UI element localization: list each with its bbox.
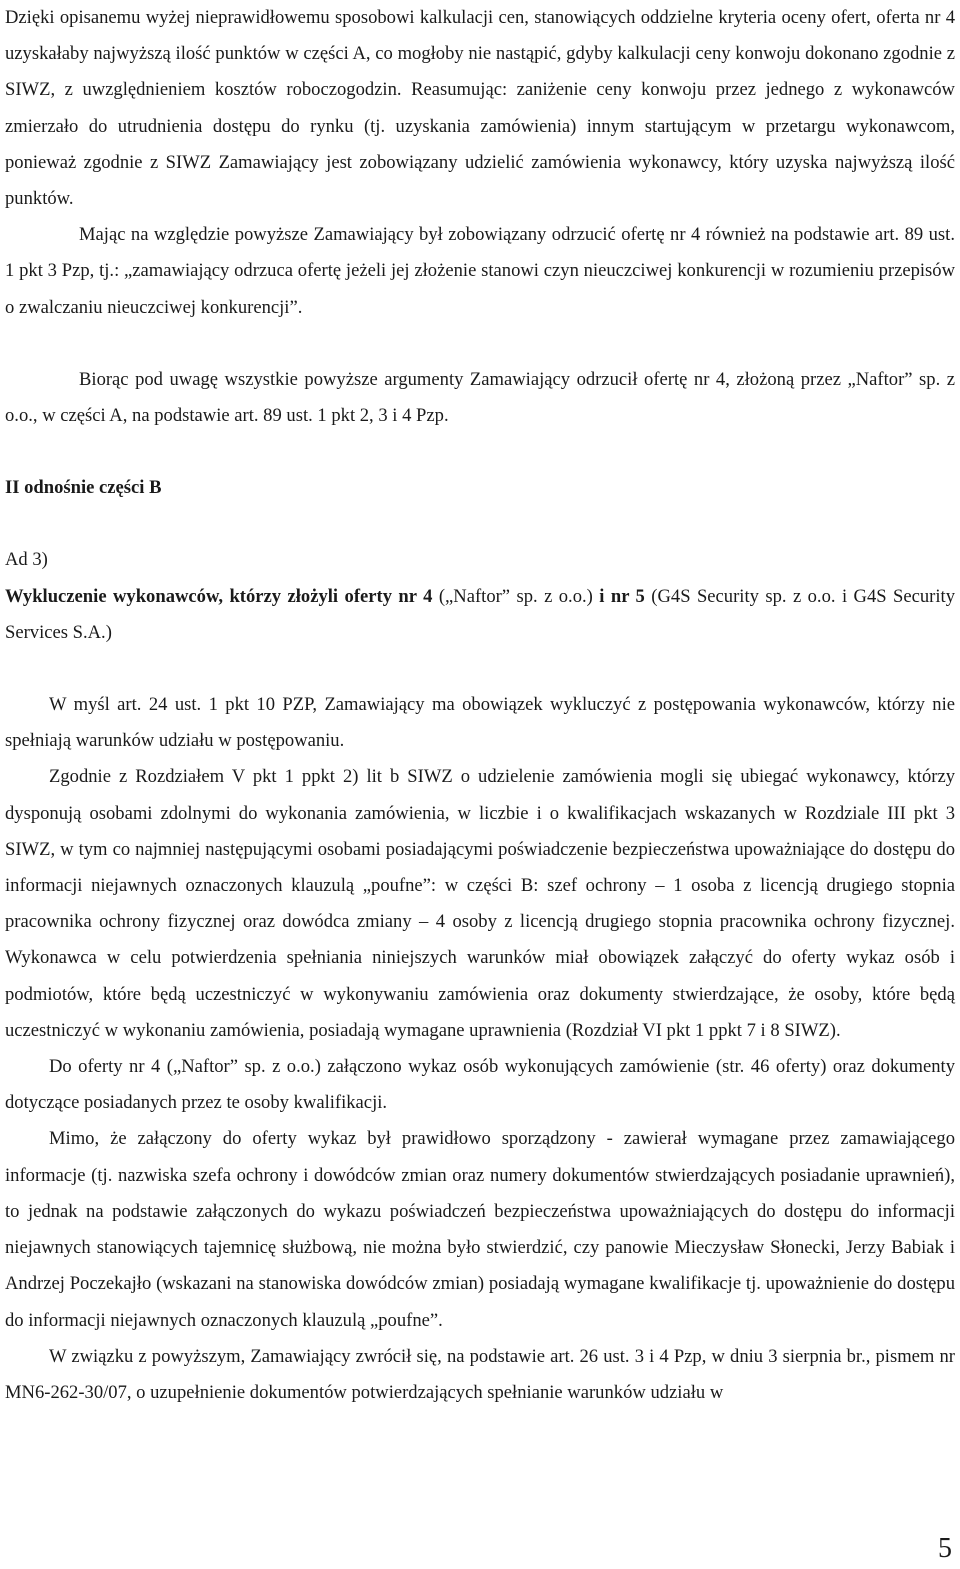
paragraph-3: Biorąc pod uwagę wszystkie powyższe argumenty Zamawiający odrzucił ofertę nr 4, złożoną przez „Naftor” sp. z o.o., w części A, na podstawie art. 89 ust. 1 pkt 2, 3 i 4 Pzp. <box>5 368 955 427</box>
ad-label: Ad 3) <box>5 549 48 571</box>
paragraph-6: Do oferty nr 4 („Naftor” sp. z o.o.) załączono wykaz osób wykonujących zamówienie (str. 46 oferty) oraz dokumenty dotyczące posiadanych przez te osoby kwalifikacji. <box>5 1056 955 1114</box>
exclusion-bold-a: Wykluczenie wykonawców, którzy złożyli oferty nr 4 <box>5 585 433 607</box>
paragraph-7: Mimo, że załączony do oferty wykaz był prawidłowo sporządzony - zawierał wymagane przez zamawiającego informacje (tj. nazwiska szefa ochrony i dowódców zmian oraz numery dokumentów stwierdzających posiadanie uprawnień), to jednak na podstawie załączonych do wykazu poświadczeń bezpieczeństwa upoważniających do dostępu do informacji niejawnych stanowiących tajemnicę służbową, nie można było stwierdzić, czy panowie Mieczysław Słonecki, Jerzy Babiak i Andrzej Poczekajło (wskazani na stanowiska dowódców zmian) posiadają wymagane kwalifikacje tj. upoważnienie do dostępu do informacji niejawnych oznaczonych klauzulą „poufne”. <box>5 1128 955 1331</box>
exclusion-bold-b: i nr 5 <box>599 585 645 607</box>
paragraph-8: W związku z powyższym, Zamawiający zwrócił się, na podstawie art. 26 ust. 3 i 4 Pzp, w dniu 3 sierpnia br., pismem nr MN6-262-30/07, o uzupełnienie dokumentów potwierdzających spełnianie warunków udziału w <box>5 1345 955 1403</box>
paragraph-4: W myśl art. 24 ust. 1 pkt 10 PZP, Zamawiający ma obowiązek wykluczyć z postępowania wykonawców, którzy nie spełniają warunków udziału w postępowaniu. <box>5 694 955 752</box>
exclusion-normal-b: (G4S Security sp. z o.o. i G4S Security Services S.A.) <box>5 585 955 643</box>
page-number: 5 <box>938 1533 952 1564</box>
document-page <box>5 0 955 1411</box>
paragraph-2: Mając na względzie powyższe Zamawiający był zobowiązany odrzucić ofertę nr 4 również na podstawie art. 89 ust. 1 pkt 3 Pzp, tj.: „zamawiający odrzuca ofertę jeżeli jej złożenie stanowi czyn nieuczciwej konkurencji w rozumieniu przepisów o zwalczaniu nieuczciwej konkurencji”. <box>5 224 955 318</box>
paragraph-1: Dzięki opisanemu wyżej nieprawidłowemu sposobowi kalkulacji cen, stanowiących oddzielne kryteria oceny ofert, oferta nr 4 uzyskałaby najwyższą ilość punktów w części A, co mogłoby nie nastąpić, gdyby kalkulacji ceny konwoju dokonano zgodnie z SIWZ, z uwzględnieniem kosztów roboczogodzin. Reasumując: zaniżenie ceny konwoju przez jednego z wykonawców zmierzało do utrudnienia dostępu do rynku (tj. uzyskania zamówienia) innym startującym w przetargu wykonawcom, ponieważ zgodnie z SIWZ Zamawiający jest zobowiązany udzielić zamówienia wykonawcy, który uzyska najwyższą ilość punktów. <box>5 7 955 210</box>
paragraph-5: Zgodnie z Rozdziałem V pkt 1 ppkt 2) lit b SIWZ o udzielenie zamówienia mogli się ubiegać wykonawcy, którzy dysponują osobami zdolnymi do wykonania zamówienia, w liczbie i o kwalifikacjach wskazanych w Rozdziale III pkt 3 SIWZ, w tym co najmniej następującymi osobami posiadającymi poświadczenie bezpieczeństwa upoważniające do dostępu do informacji niejawnych oznaczonych klauzulą „poufne”: w części B: szef ochrony – 1 osoba z licencją drugiego stopnia pracownika ochrony fizycznej oraz dowódca zmiany – 4 osoby z licencją drugiego stopnia pracownika ochrony fizycznej. Wykonawca w celu potwierdzenia spełniania niniejszych warunków miał obowiązek załączyć do oferty wykaz osób i podmiotów, które będą uczestniczyć w wykonywaniu zamówienia oraz dokumenty stwierdzające, że osoby, które będą uczestniczyć w wykonaniu zamówienia, posiadają wymagane uprawnienia (Rozdział VI pkt 1 ppkt 7 i 8 SIWZ). <box>5 766 955 1041</box>
exclusion-heading <box>5 579 955 651</box>
exclusion-normal-a: („Naftor” sp. z o.o.) <box>432 585 600 607</box>
section-heading: II odnośnie części B <box>5 477 162 499</box>
